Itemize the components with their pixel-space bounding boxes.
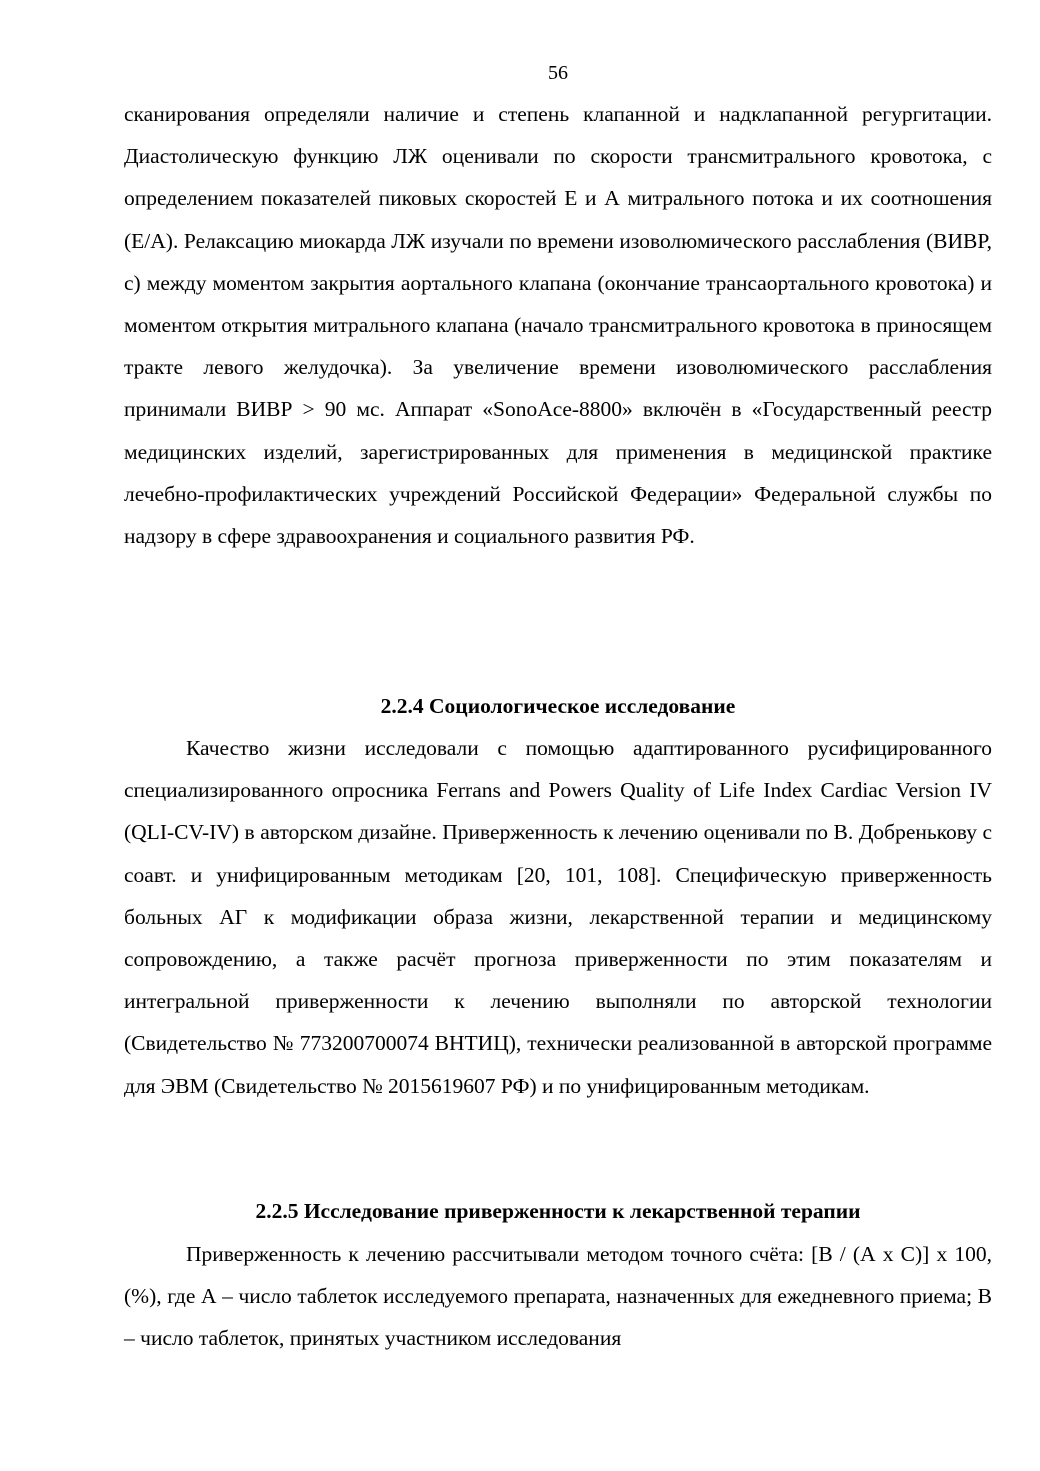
paragraph-echo-methods: сканирования определяли наличие и степень клапанной и надклапанной регургитации. Диастолическую функцию ЛЖ оценивали по скорости трансмитрального кровотока, с определением показателей пиковых скоростей Е и А митрального потока и их соотношения (Е/А). Релаксацию миокарда ЛЖ изучали по времени изоволюмического расслабления (ВИВР, с) между моментом закрытия аортального клапана (окончание трансаортального кровотока) и моментом открытия митрального клапана (начало трансмитрального кровотока в приносящем тракте левого желудочка). За увеличение времени изоволюмического расслабления принимали ВИВР > 90 мс. Аппарат «SonoAce-8800» включён в «Государственный реестр медицинских изделий, зарегистрированных для применения в медицинской практике лечебно-профилактических учреждений Российской Федерации» Федеральной службы по надзору в сфере здравоохранения и социального развития РФ.: [124, 102, 992, 549]
page-number: 56: [548, 62, 568, 84]
section-heading-2-2-5: 2.2.5 Исследование приверженности к лекарственной терапии: [255, 1199, 861, 1223]
paragraph-adherence-formula: Приверженность к лечению рассчитывали методом точного счёта: [В / (А х С)] х 100, (%), где А – число таблеток исследуемого препарата, назначенных для ежедневного приема; В – число таблеток, принятых участником исследования: [124, 1242, 992, 1351]
paragraph-quality-of-life: Качество жизни исследовали с помощью адаптированного русифицированного специализированного опросника Ferrans and Powers Quality of Life Index Cardiac Version IV (QLI-CV-IV) в авторском дизайне. Приверженность к лечению оценивали по В. Добренькову с соавт. и унифицированным методикам [20, 101, 108]. Специфическую приверженность больных АГ к модификации образа жизни, лекарственной терапии и медицинскому сопровождению, а также расчёт прогноза приверженности по этим показателям и интегральной приверженности к лечению выполняли по авторской технологии (Свидетельство № 773200700074 ВНТИЦ), технически реализованной в авторской программе для ЭВМ (Свидетельство № 2015619607 РФ) и по унифицированным методикам.: [124, 736, 992, 1098]
section-heading-2-2-4: 2.2.4 Социологическое исследование: [380, 694, 736, 718]
